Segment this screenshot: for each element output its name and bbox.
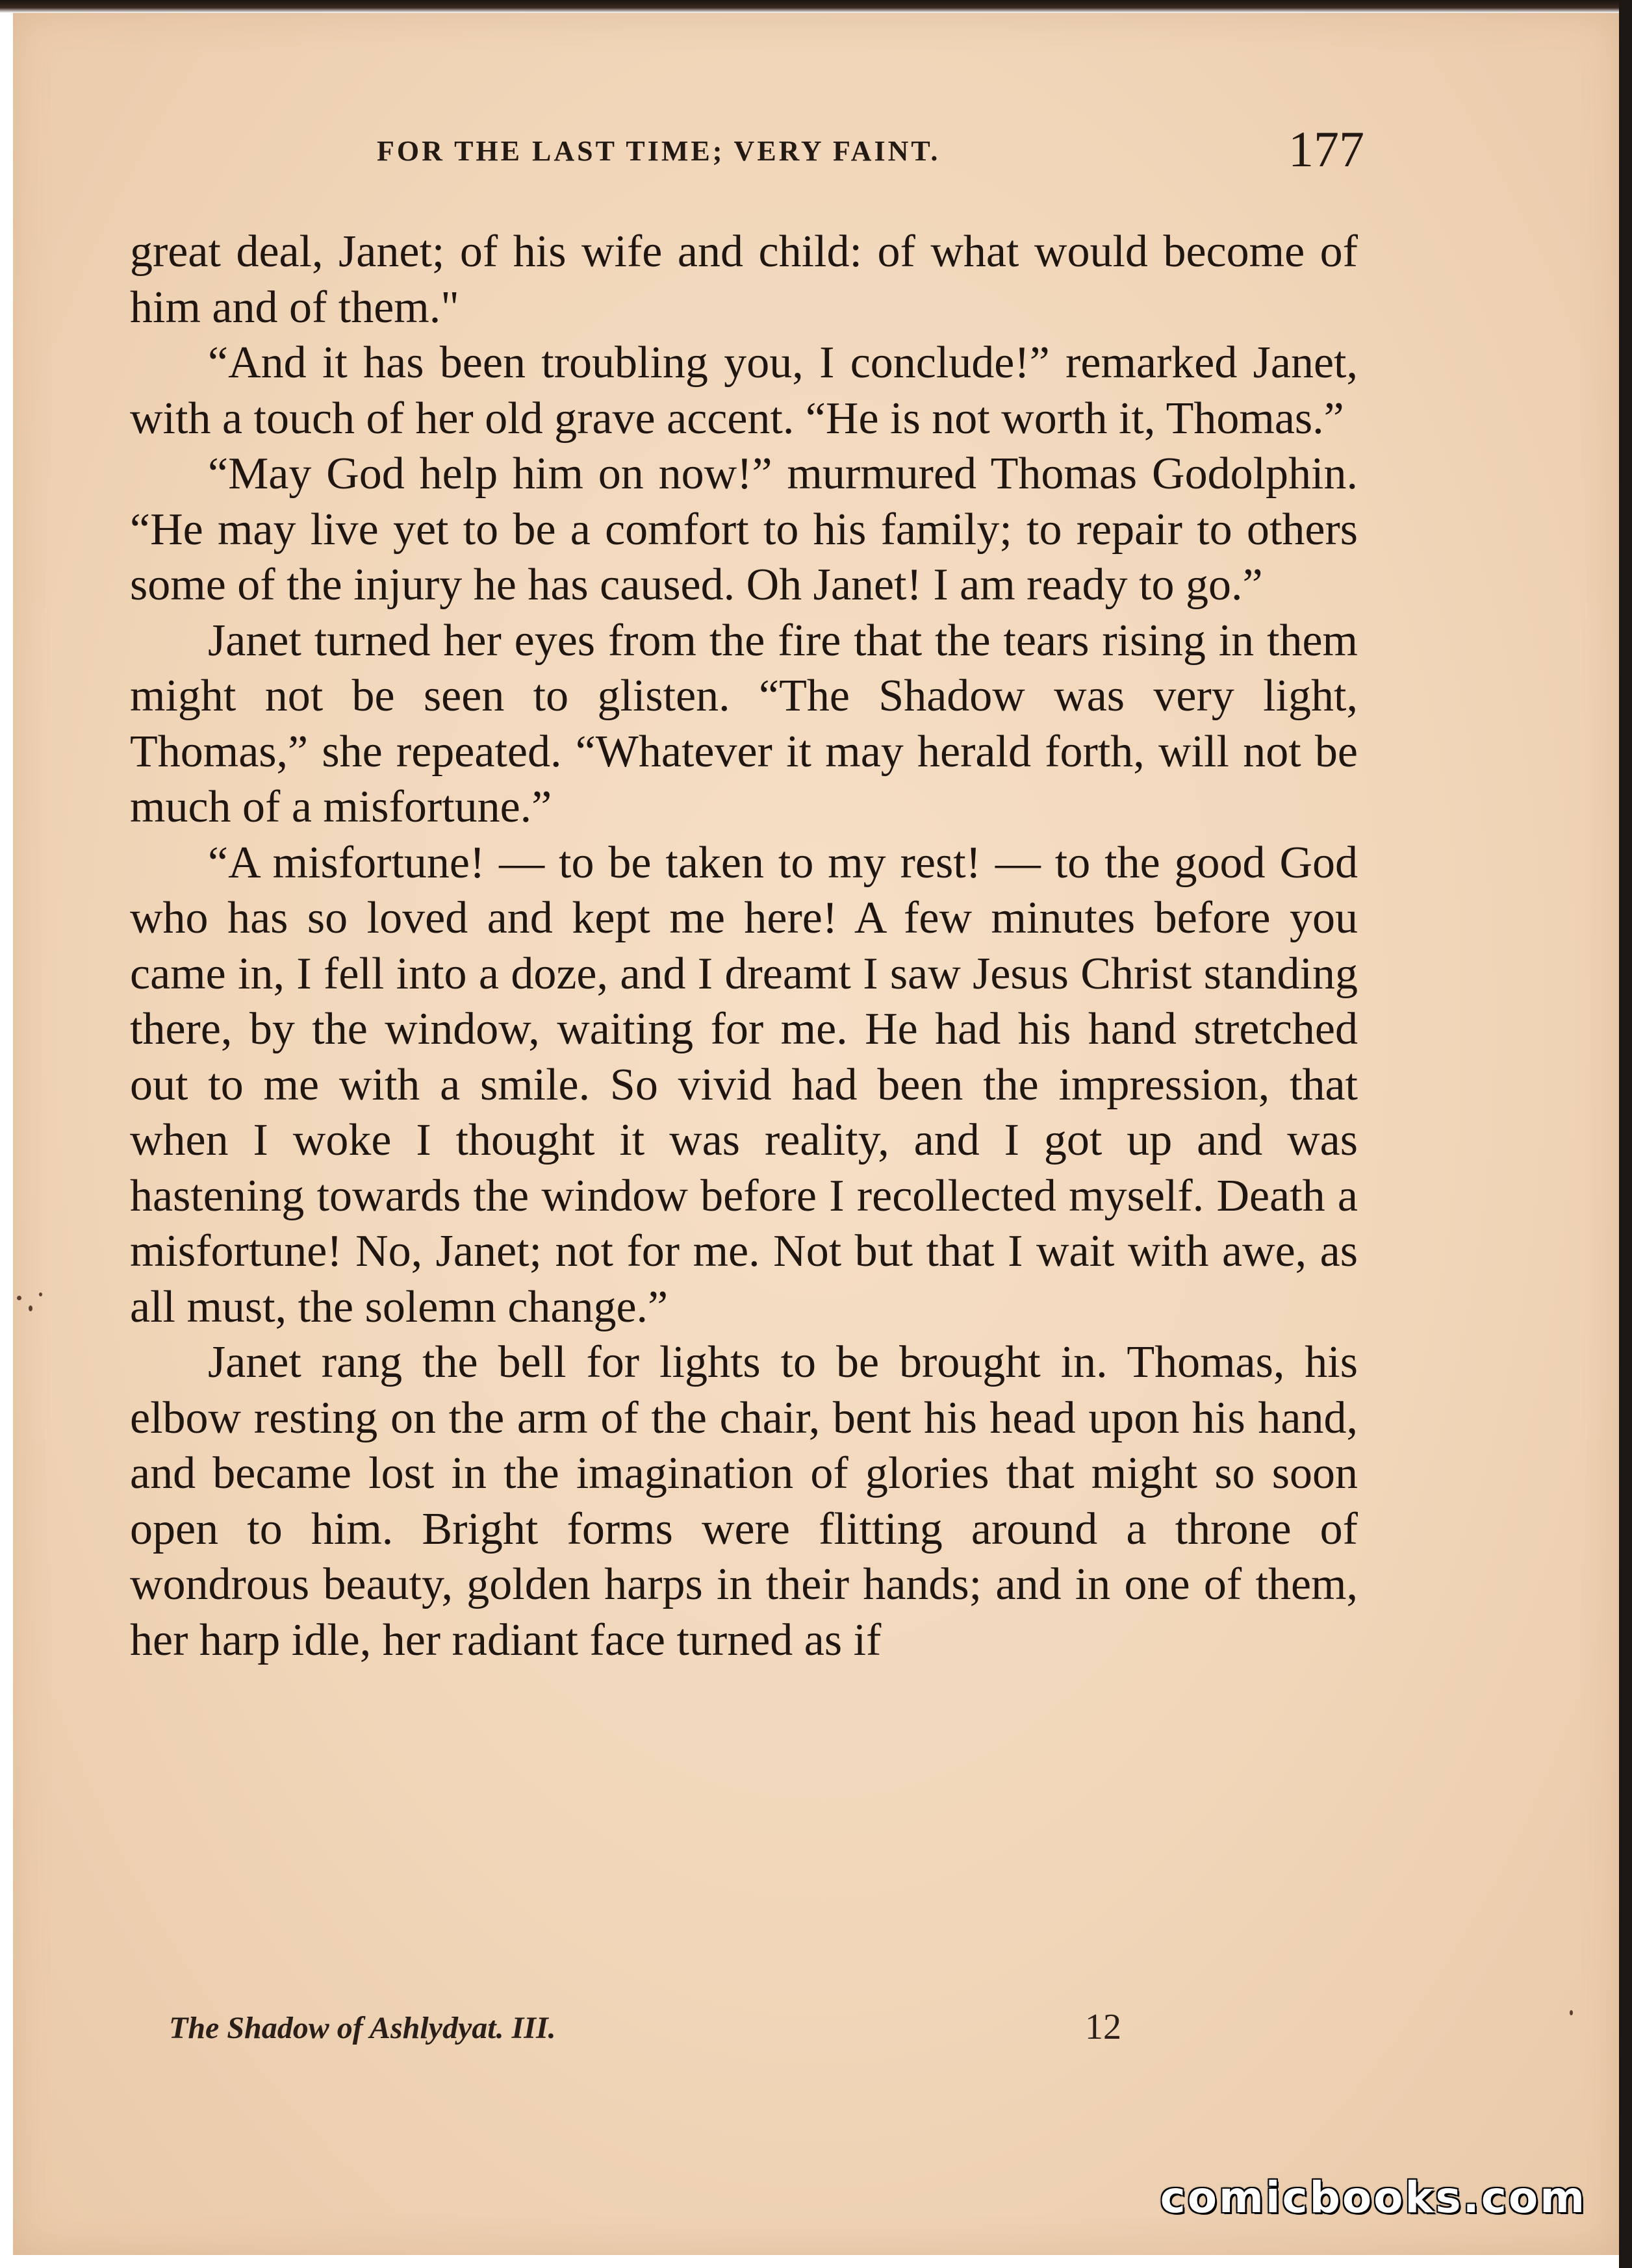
- paragraph: great deal, Janet; of his wife and child: of what would become of him and of them.": [130, 227, 1358, 333]
- sheet-number: 12: [1085, 2007, 1121, 2047]
- paragraph: Janet rang the bell for lights to be brought in. Thomas, his elbow resting on the arm of the chair, bent his head upon his hand, and became lost in the imagination of glories that might so soon open to him. Bright forms were flitting around a throne of wondrous beauty, golden harps in their hands; and in one of them, her harp idle, her radiant face turned as if: [130, 1337, 1358, 1665]
- ink-speck: [17, 1296, 21, 1300]
- ink-speck: [29, 1305, 32, 1311]
- site-watermark: comicbooks.com: [1160, 2173, 1587, 2223]
- running-title: FOR THE LAST TIME; VERY FAINT.: [377, 135, 941, 167]
- page-right-edge: [1619, 0, 1632, 2268]
- paragraph: “And it has been troubling you, I conclude!” remarked Janet, with a touch of her old grave accent. “He is not worth it, Thomas.”: [130, 338, 1358, 444]
- ink-speck: [1570, 2010, 1573, 2015]
- paragraph: “May God help him on now!” murmured Thomas Godolphin. “He may live yet to be a comfort to his family; to repair to others some of the injury he has caused. Oh Janet! I am ready to go.”: [130, 449, 1358, 610]
- page-number: 177: [1288, 121, 1364, 177]
- paragraph: “A misfortune! — to be taken to my rest! — to the good God who has so loved and kept me here! A few minutes before you came in, I fell into a doze, and I dreamt I saw Jesus Christ standing there, by the window, waiting for me. He had his hand stretched out to me with a smile. So vivid had been the impression, that when I woke I thought it was reality, and I got up and was hastening towards the window before I recollected myself. Death a misfortune! No, Janet; not for me. Not but that I wait with awe, as all must, the solemn change.”: [130, 837, 1358, 1332]
- running-header: [130, 120, 1364, 179]
- ink-speck: [39, 1292, 42, 1296]
- body-text: [130, 224, 1358, 1668]
- signature-mark: The Shadow of Ashlydyat. III.: [169, 2011, 556, 2045]
- page-top-edge: [0, 0, 1632, 13]
- paragraph: Janet turned her eyes from the fire that the tears rising in them might not be seen to glisten. “The Shadow was very light, Thomas,” she repeated. “Whatever it may herald forth, will not be much of a misfortune.”: [130, 615, 1358, 832]
- page-footer: [169, 2007, 1273, 2056]
